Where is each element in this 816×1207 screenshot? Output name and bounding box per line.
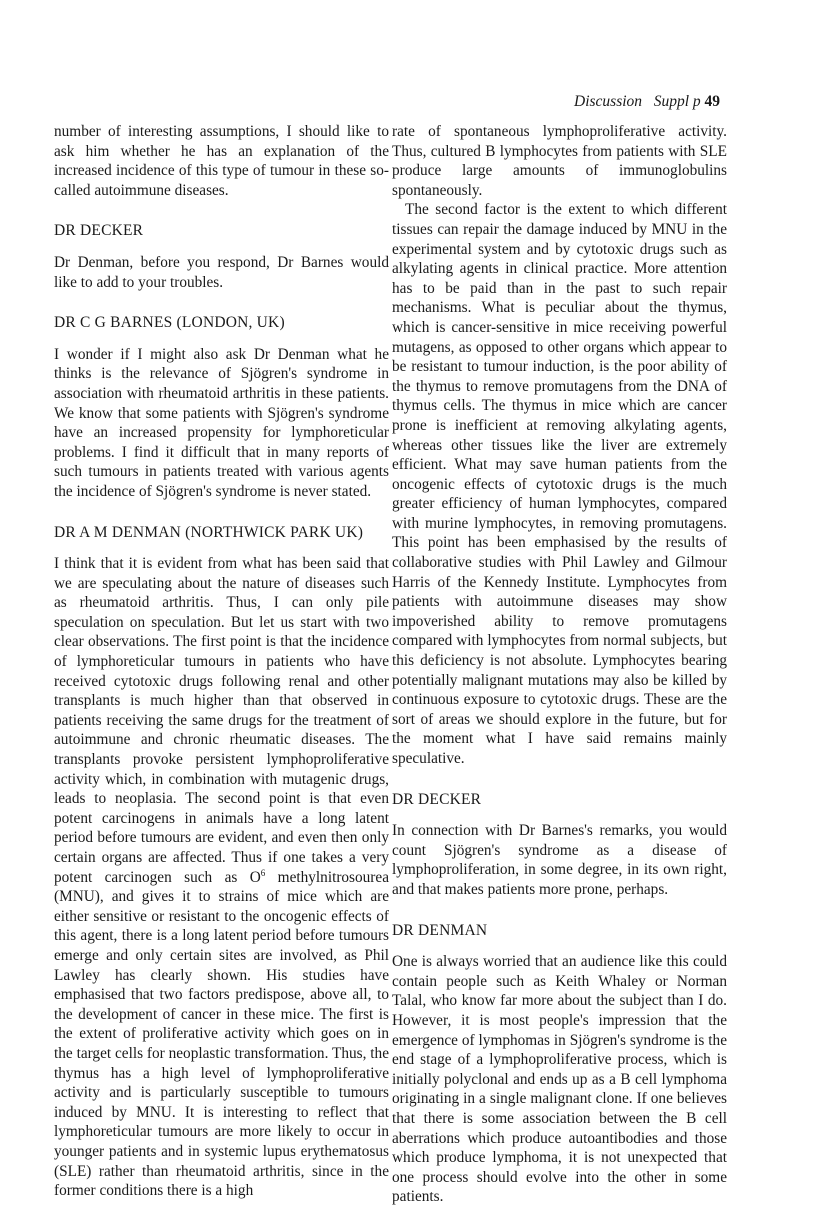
speaker-heading: DR DECKER bbox=[392, 790, 482, 808]
right-column bbox=[392, 122, 727, 1207]
paragraph: In connection with Dr Barnes's remarks, you would count Sjögren's syndrome as a disease of lymphoproliferation, in some degree, in its own right, and that makes patients more prone, perhaps. bbox=[392, 822, 727, 898]
paragraph: number of interesting assumptions, I should like to ask him whether he has an explanation of the increased incidence of this type of tumour in these so-called autoimmune diseases. bbox=[54, 123, 389, 199]
paragraph: One is always worried that an audience like this could contain people such as Keith Whaley or Norman Talal, who know far more about the subject than I do. However, it is most people's impression that the emergence of lymphomas in Sjögren's syndrome is the end stage of a lymphoproliferative process, which is initially polyclonal and ends up as a B cell lymphoma originating in a single malignant clone. If one believes that there is some association between the B cell aberrations which produce autoantibodies and those which produce lymphoma, it is not unexpected that one process should evolve into the other in some patients. bbox=[392, 953, 727, 1206]
left-column bbox=[54, 122, 389, 1201]
speaker-heading: DR C G BARNES (LONDON, UK) bbox=[54, 314, 285, 332]
header-section: Discussion bbox=[574, 93, 643, 110]
header-supplement: Suppl p bbox=[653, 93, 701, 110]
speaker-heading: DR DENMAN bbox=[392, 921, 488, 939]
text-run: I think that it is evident from what has been said that we are speculating about the nature of diseases such as rheumatoid arthritis. Thus, I can only pile speculation on speculation. But let us start with two clear observations. The first point is that the incidence of lymphoreticular tumours in patients who have received cytotoxic drugs following renal and other transplants is much higher than that observed in patients receiving the same drugs for the treatment of autoimmune and chronic rheumatic diseases. The transplants provoke persistent lymphoproliferative activity which, in combination with mutagenic drugs, leads to neoplasia. The second point is that even potent carcinogens in animals have a long latent period before tumours are evident, and even then only certain organs are affected. Thus if one takes a very potent carcinogen such as O bbox=[54, 555, 389, 886]
paragraph: Dr Denman, before you respond, Dr Barnes would like to add to your troubles. bbox=[54, 253, 389, 291]
paragraph: rate of spontaneous lymphoproliferative activity. Thus, cultured B lymphocytes from patients with SLE produce large amounts of immunoglobulins spontaneously. bbox=[392, 123, 727, 199]
running-header bbox=[574, 93, 720, 111]
paragraph bbox=[54, 554, 389, 1201]
speaker-heading: DR A M DENMAN (NORTHWICK PARK UK) bbox=[54, 523, 364, 541]
speaker-heading: DR DECKER bbox=[54, 222, 144, 240]
superscript: 6 bbox=[260, 867, 266, 878]
text-run: methylnitrosourea (MNU), and gives it to strains of mice which are either sensitive or resistant to the oncogenic effects of this agent, there is a long latent period before tumours emerge and only certain sites are involved, as Phil Lawley has clearly shown. His studies have emphasised that two factors predispose, above all, to the development of cancer in these mice. The first is the extent of proliferative activity which goes on in the target cells for neoplastic transformation. Thus, the thymus has a high level of lymphoproliferative activity and is particularly susceptible to tumours induced by MNU. It is interesting to reflect that lymphoreticular tumours are more likely to occur in younger patients and in systemic lupus erythematosus (SLE) rather than rheumatoid arthritis, since in the former conditions there is a high bbox=[54, 868, 389, 1200]
paragraph: The second factor is the extent to which different tissues can repair the damage induced by MNU in the experimental system and by cytotoxic drugs such as alkylating agents in clinical practice. More attention has to be paid than in the past to such repair mechanisms. What is peculiar about the thymus, which is cancer-sensitive in mice receiving powerful mutagens, as opposed to other organs which appear to be resistant to tumour induction, is the poor ability of the thymus to remove promutagens from the DNA of thymus cells. The thymus in mice which are cancer prone is inefficient at removing alkylating agents, whereas other tissues like the liver are extremely efficient. What may save human patients from the oncogenic effects of cytotoxic drugs is the much greater efficiency of human lymphocytes, compared with murine lymphocytes, in removing promutagens. This point has been emphasised by the results of collaborative studies with Phil Lawley and Gilmour Harris of the Kennedy Institute. Lymphocytes from patients with autoimmune diseases may show impoverished ability to remove promutagens compared with lymphocytes from normal subjects, but this deficiency is not absolute. Lymphocytes bearing potentially malignant mutations may also be killed by continuous exposure to cytotoxic drugs. These are the sort of areas we should explore in the future, but for the moment what I have said remains mainly speculative. bbox=[392, 201, 727, 767]
page-number: 49 bbox=[704, 93, 720, 110]
paragraph: I wonder if I might also ask Dr Denman what he thinks is the relevance of Sjögren's syndrome in association with rheumatoid arthritis in these patients. We know that some patients with Sjögren's syndrome have an increased propensity for lymphoreticular problems. I find it difficult that in many reports of such tumours in patients treated with various agents the incidence of Sjögren's syndrome is never stated. bbox=[54, 345, 389, 500]
